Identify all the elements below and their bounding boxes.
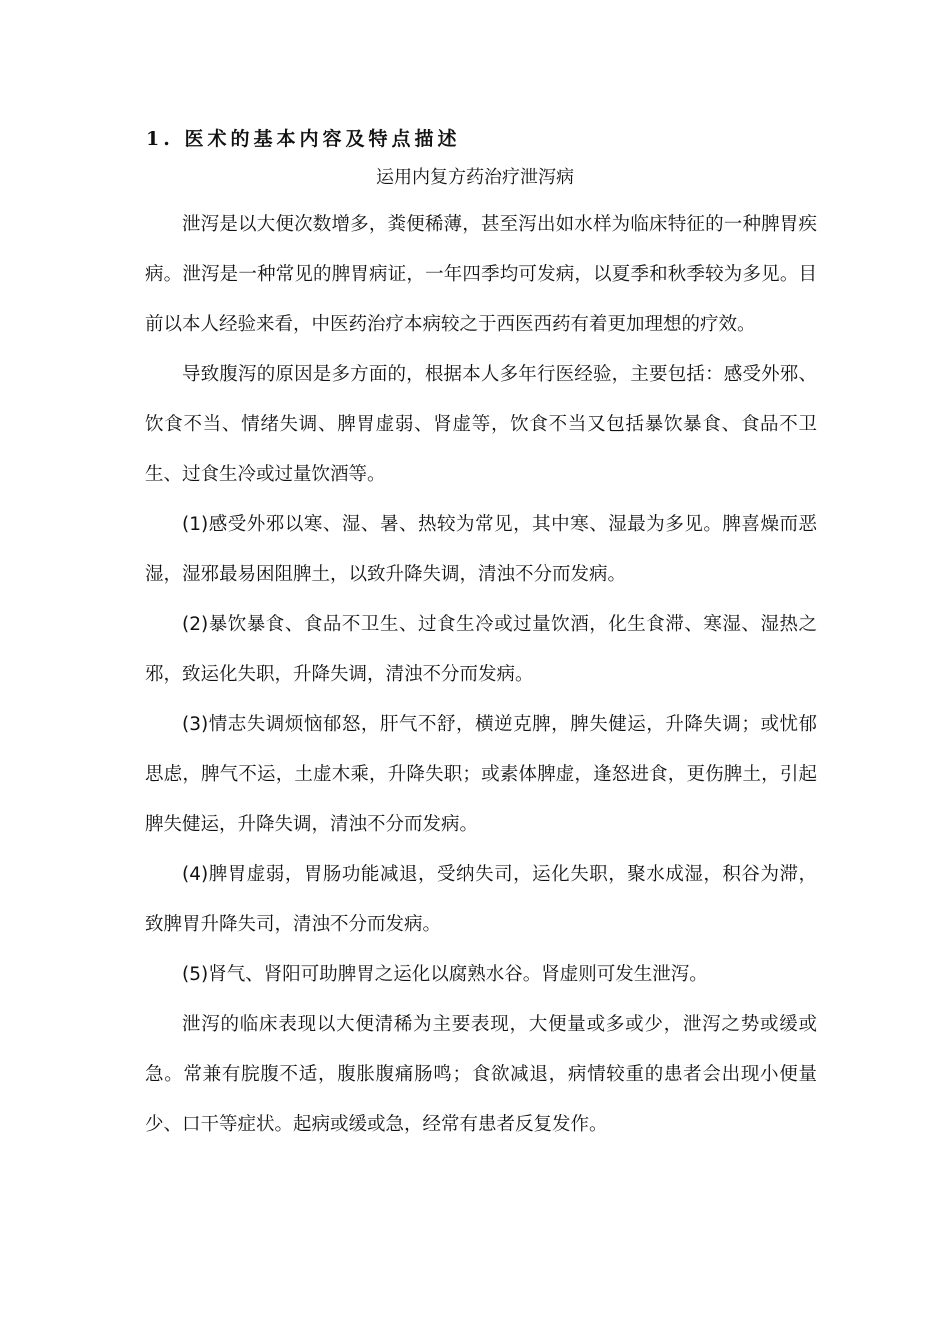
paragraph-cause-3: (3)情志失调烦恼郁怒，肝气不舒，横逆克脾，脾失健运，升降失调；或忧郁思虑，脾气不运，土虚木乘，升降失职；或素体脾虚，逢怒进食，更伤脾土，引起脾失健运，升降失调，清浊不分而发病。 (145, 714, 817, 835)
paragraph-intro: 泄泻是以大便次数增多，粪便稀薄，甚至泻出如水样为临床特征的一种脾胃疾病。泄泻是一种常见的脾胃病证，一年四季均可发病，以夏季和秋季较为多见。目前以本人经验来看，中医药治疗本病较之于西医西药有着更加理想的疗效。 (145, 214, 817, 335)
document-body (145, 200, 817, 1150)
paragraph-cause-5: (5)肾气、肾阳可助脾胃之运化以腐熟水谷。肾虚则可发生泄泻。 (182, 964, 708, 985)
paragraph-cause-4: (4)脾胃虚弱，胃肠功能减退，受纳失司，运化失职，聚水成湿，积谷为滞，致脾胃升降失司，清浊不分而发病。 (145, 864, 817, 935)
paragraph-causes: 导致腹泻的原因是多方面的，根据本人多年行医经验，主要包括：感受外邪、饮食不当、情绪失调、脾胃虚弱、肾虚等，饮食不当又包括暴饮暴食、食品不卫生、过食生冷或过量饮酒等。 (145, 364, 817, 485)
paragraph-cause-2: (2)暴饮暴食、食品不卫生、过食生冷或过量饮酒，化生食滞、寒湿、湿热之邪，致运化失职，升降失调，清浊不分而发病。 (145, 614, 817, 685)
paragraph-cause-1: (1)感受外邪以寒、湿、暑、热较为常见，其中寒、湿最为多见。脾喜燥而恶湿，湿邪最易困阻脾土，以致升降失调，清浊不分而发病。 (145, 514, 817, 585)
paragraph-symptoms: 泄泻的临床表现以大便清稀为主要表现，大便量或多或少，泄泻之势或缓或急。常兼有脘腹不适，腹胀腹痛肠鸣；食欲减退，病情较重的患者会出现小便量少、口干等症状。起病或缓或急，经常有患者反复发作。 (145, 1014, 817, 1135)
document-title: 运用内复方药治疗泄泻病 (376, 167, 574, 188)
section-heading: 1. 医术的基本内容及特点描述 (146, 128, 461, 150)
